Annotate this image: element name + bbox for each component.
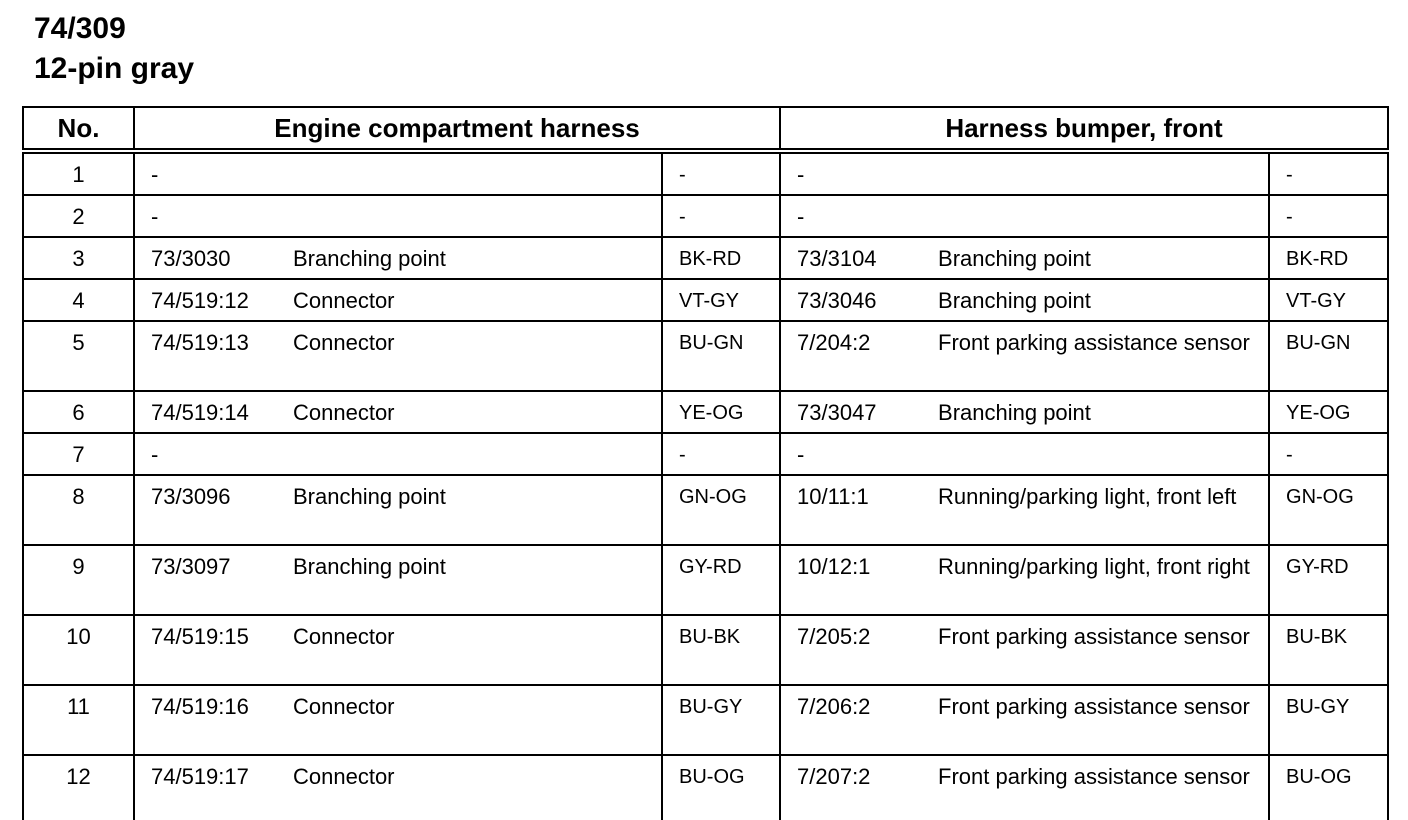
- bumper-harness-code: 73/3047: [797, 400, 877, 425]
- engine-harness-code: 74/519:17: [151, 764, 249, 789]
- engine-harness-cell: [134, 755, 662, 820]
- bumper-harness-wire-color: BU-GN: [1269, 321, 1388, 391]
- bumper-harness-cell: [780, 615, 1269, 685]
- engine-harness-wire-color: BU-GY: [662, 685, 780, 755]
- engine-harness-description: Branching point: [293, 246, 446, 271]
- engine-harness-description: Connector: [293, 624, 395, 649]
- engine-harness-cell: [134, 279, 662, 321]
- engine-harness-description: Connector: [293, 400, 395, 425]
- table-row: [23, 195, 1388, 237]
- engine-harness-code: -: [151, 162, 159, 187]
- engine-harness-code: 73/3096: [151, 484, 231, 509]
- table-row: [23, 755, 1388, 820]
- table-header-row: [23, 107, 1388, 151]
- pin-number: 2: [23, 195, 134, 237]
- bumper-harness-cell: [780, 685, 1269, 755]
- pin-number: 7: [23, 433, 134, 475]
- engine-harness-cell: [134, 475, 662, 545]
- bumper-harness-cell: [780, 755, 1269, 820]
- engine-harness-wire-color: VT-GY: [662, 279, 780, 321]
- bumper-harness-cell: [780, 321, 1269, 391]
- bumper-harness-description: Branching point: [938, 246, 1091, 271]
- bumper-harness-cell: [780, 433, 1269, 475]
- bumper-harness-cell: [780, 391, 1269, 433]
- bumper-harness-description: Branching point: [938, 400, 1091, 425]
- bumper-harness-description: Front parking assistance sensor: [938, 764, 1250, 789]
- engine-harness-cell: [134, 391, 662, 433]
- pin-number: 6: [23, 391, 134, 433]
- table-row: [23, 433, 1388, 475]
- pin-number: 8: [23, 475, 134, 545]
- bumper-harness-wire-color: -: [1269, 433, 1388, 475]
- pin-number: 4: [23, 279, 134, 321]
- bumper-harness-code: -: [797, 442, 805, 467]
- bumper-harness-code: 7/205:2: [797, 624, 871, 649]
- engine-harness-code: 74/519:16: [151, 694, 249, 719]
- bumper-harness-code: 7/206:2: [797, 694, 871, 719]
- bumper-harness-code: 7/207:2: [797, 764, 871, 789]
- engine-harness-code: 74/519:15: [151, 624, 249, 649]
- bumper-harness-description: Front parking assistance sensor: [938, 330, 1250, 355]
- table-row: [23, 321, 1388, 391]
- engine-harness-code: 74/519:12: [151, 288, 249, 313]
- engine-harness-cell: [134, 433, 662, 475]
- bumper-harness-description: Front parking assistance sensor: [938, 624, 1250, 649]
- engine-harness-cell: [134, 195, 662, 237]
- engine-harness-code: 73/3097: [151, 554, 231, 579]
- bumper-harness-cell: [780, 475, 1269, 545]
- pin-number: 3: [23, 237, 134, 279]
- bumper-harness-code: 73/3046: [797, 288, 877, 313]
- bumper-harness-cell: [780, 237, 1269, 279]
- engine-harness-description: Branching point: [293, 484, 446, 509]
- engine-harness-wire-color: -: [662, 433, 780, 475]
- bumper-harness-wire-color: -: [1269, 195, 1388, 237]
- engine-harness-cell: [134, 237, 662, 279]
- connector-description: 12-pin gray: [34, 52, 195, 85]
- engine-harness-wire-color: -: [662, 151, 780, 195]
- engine-harness-wire-color: GN-OG: [662, 475, 780, 545]
- bumper-harness-wire-color: BU-BK: [1269, 615, 1388, 685]
- engine-harness-cell: [134, 685, 662, 755]
- bumper-harness-wire-color: -: [1269, 151, 1388, 195]
- table-row: [23, 685, 1388, 755]
- bumper-harness-cell: [780, 545, 1269, 615]
- table-row: [23, 391, 1388, 433]
- bumper-harness-wire-color: BU-GY: [1269, 685, 1388, 755]
- bumper-harness-code: -: [797, 204, 805, 229]
- bumper-harness-code: 10/12:1: [797, 554, 871, 579]
- engine-harness-wire-color: BU-OG: [662, 755, 780, 820]
- column-header-bumper-harness: Harness bumper, front: [780, 107, 1388, 151]
- engine-harness-wire-color: BU-BK: [662, 615, 780, 685]
- bumper-harness-wire-color: GN-OG: [1269, 475, 1388, 545]
- pin-number: 12: [23, 755, 134, 820]
- engine-harness-code: 74/519:13: [151, 330, 249, 355]
- engine-harness-cell: [134, 615, 662, 685]
- bumper-harness-wire-color: VT-GY: [1269, 279, 1388, 321]
- table-row: [23, 475, 1388, 545]
- engine-harness-cell: [134, 545, 662, 615]
- bumper-harness-wire-color: GY-RD: [1269, 545, 1388, 615]
- pin-number: 11: [23, 685, 134, 755]
- bumper-harness-description: Running/parking light, front left: [938, 484, 1237, 509]
- engine-harness-description: Connector: [293, 330, 395, 355]
- bumper-harness-code: -: [797, 162, 805, 187]
- connector-id: 74/309: [34, 12, 126, 45]
- table-row: [23, 237, 1388, 279]
- bumper-harness-code: 7/204:2: [797, 330, 871, 355]
- engine-harness-code: -: [151, 442, 159, 467]
- engine-harness-code: -: [151, 204, 159, 229]
- table-row: [23, 615, 1388, 685]
- engine-harness-description: Connector: [293, 288, 395, 313]
- engine-harness-code: 73/3030: [151, 246, 231, 271]
- bumper-harness-description: Front parking assistance sensor: [938, 694, 1250, 719]
- engine-harness-cell: [134, 151, 662, 195]
- bumper-harness-description: Branching point: [938, 288, 1091, 313]
- engine-harness-code: 74/519:14: [151, 400, 249, 425]
- pin-assignment-table: [22, 106, 1389, 820]
- bumper-harness-code: 73/3104: [797, 246, 877, 271]
- bumper-harness-code: 10/11:1: [797, 484, 869, 509]
- pin-number: 9: [23, 545, 134, 615]
- column-header-no: No.: [23, 107, 134, 151]
- table-row: [23, 279, 1388, 321]
- bumper-harness-cell: [780, 195, 1269, 237]
- bumper-harness-wire-color: BK-RD: [1269, 237, 1388, 279]
- engine-harness-wire-color: BU-GN: [662, 321, 780, 391]
- engine-harness-cell: [134, 321, 662, 391]
- engine-harness-description: Connector: [293, 764, 395, 789]
- table-row: [23, 545, 1388, 615]
- engine-harness-description: Branching point: [293, 554, 446, 579]
- bumper-harness-description: Running/parking light, front right: [938, 554, 1250, 579]
- engine-harness-wire-color: BK-RD: [662, 237, 780, 279]
- table-row: [23, 151, 1388, 195]
- column-header-engine-harness: Engine compartment harness: [134, 107, 780, 151]
- engine-harness-wire-color: YE-OG: [662, 391, 780, 433]
- bumper-harness-wire-color: BU-OG: [1269, 755, 1388, 820]
- engine-harness-description: Connector: [293, 694, 395, 719]
- bumper-harness-cell: [780, 151, 1269, 195]
- bumper-harness-cell: [780, 279, 1269, 321]
- pin-number: 5: [23, 321, 134, 391]
- engine-harness-wire-color: -: [662, 195, 780, 237]
- pin-number: 10: [23, 615, 134, 685]
- pin-number: 1: [23, 151, 134, 195]
- bumper-harness-wire-color: YE-OG: [1269, 391, 1388, 433]
- engine-harness-wire-color: GY-RD: [662, 545, 780, 615]
